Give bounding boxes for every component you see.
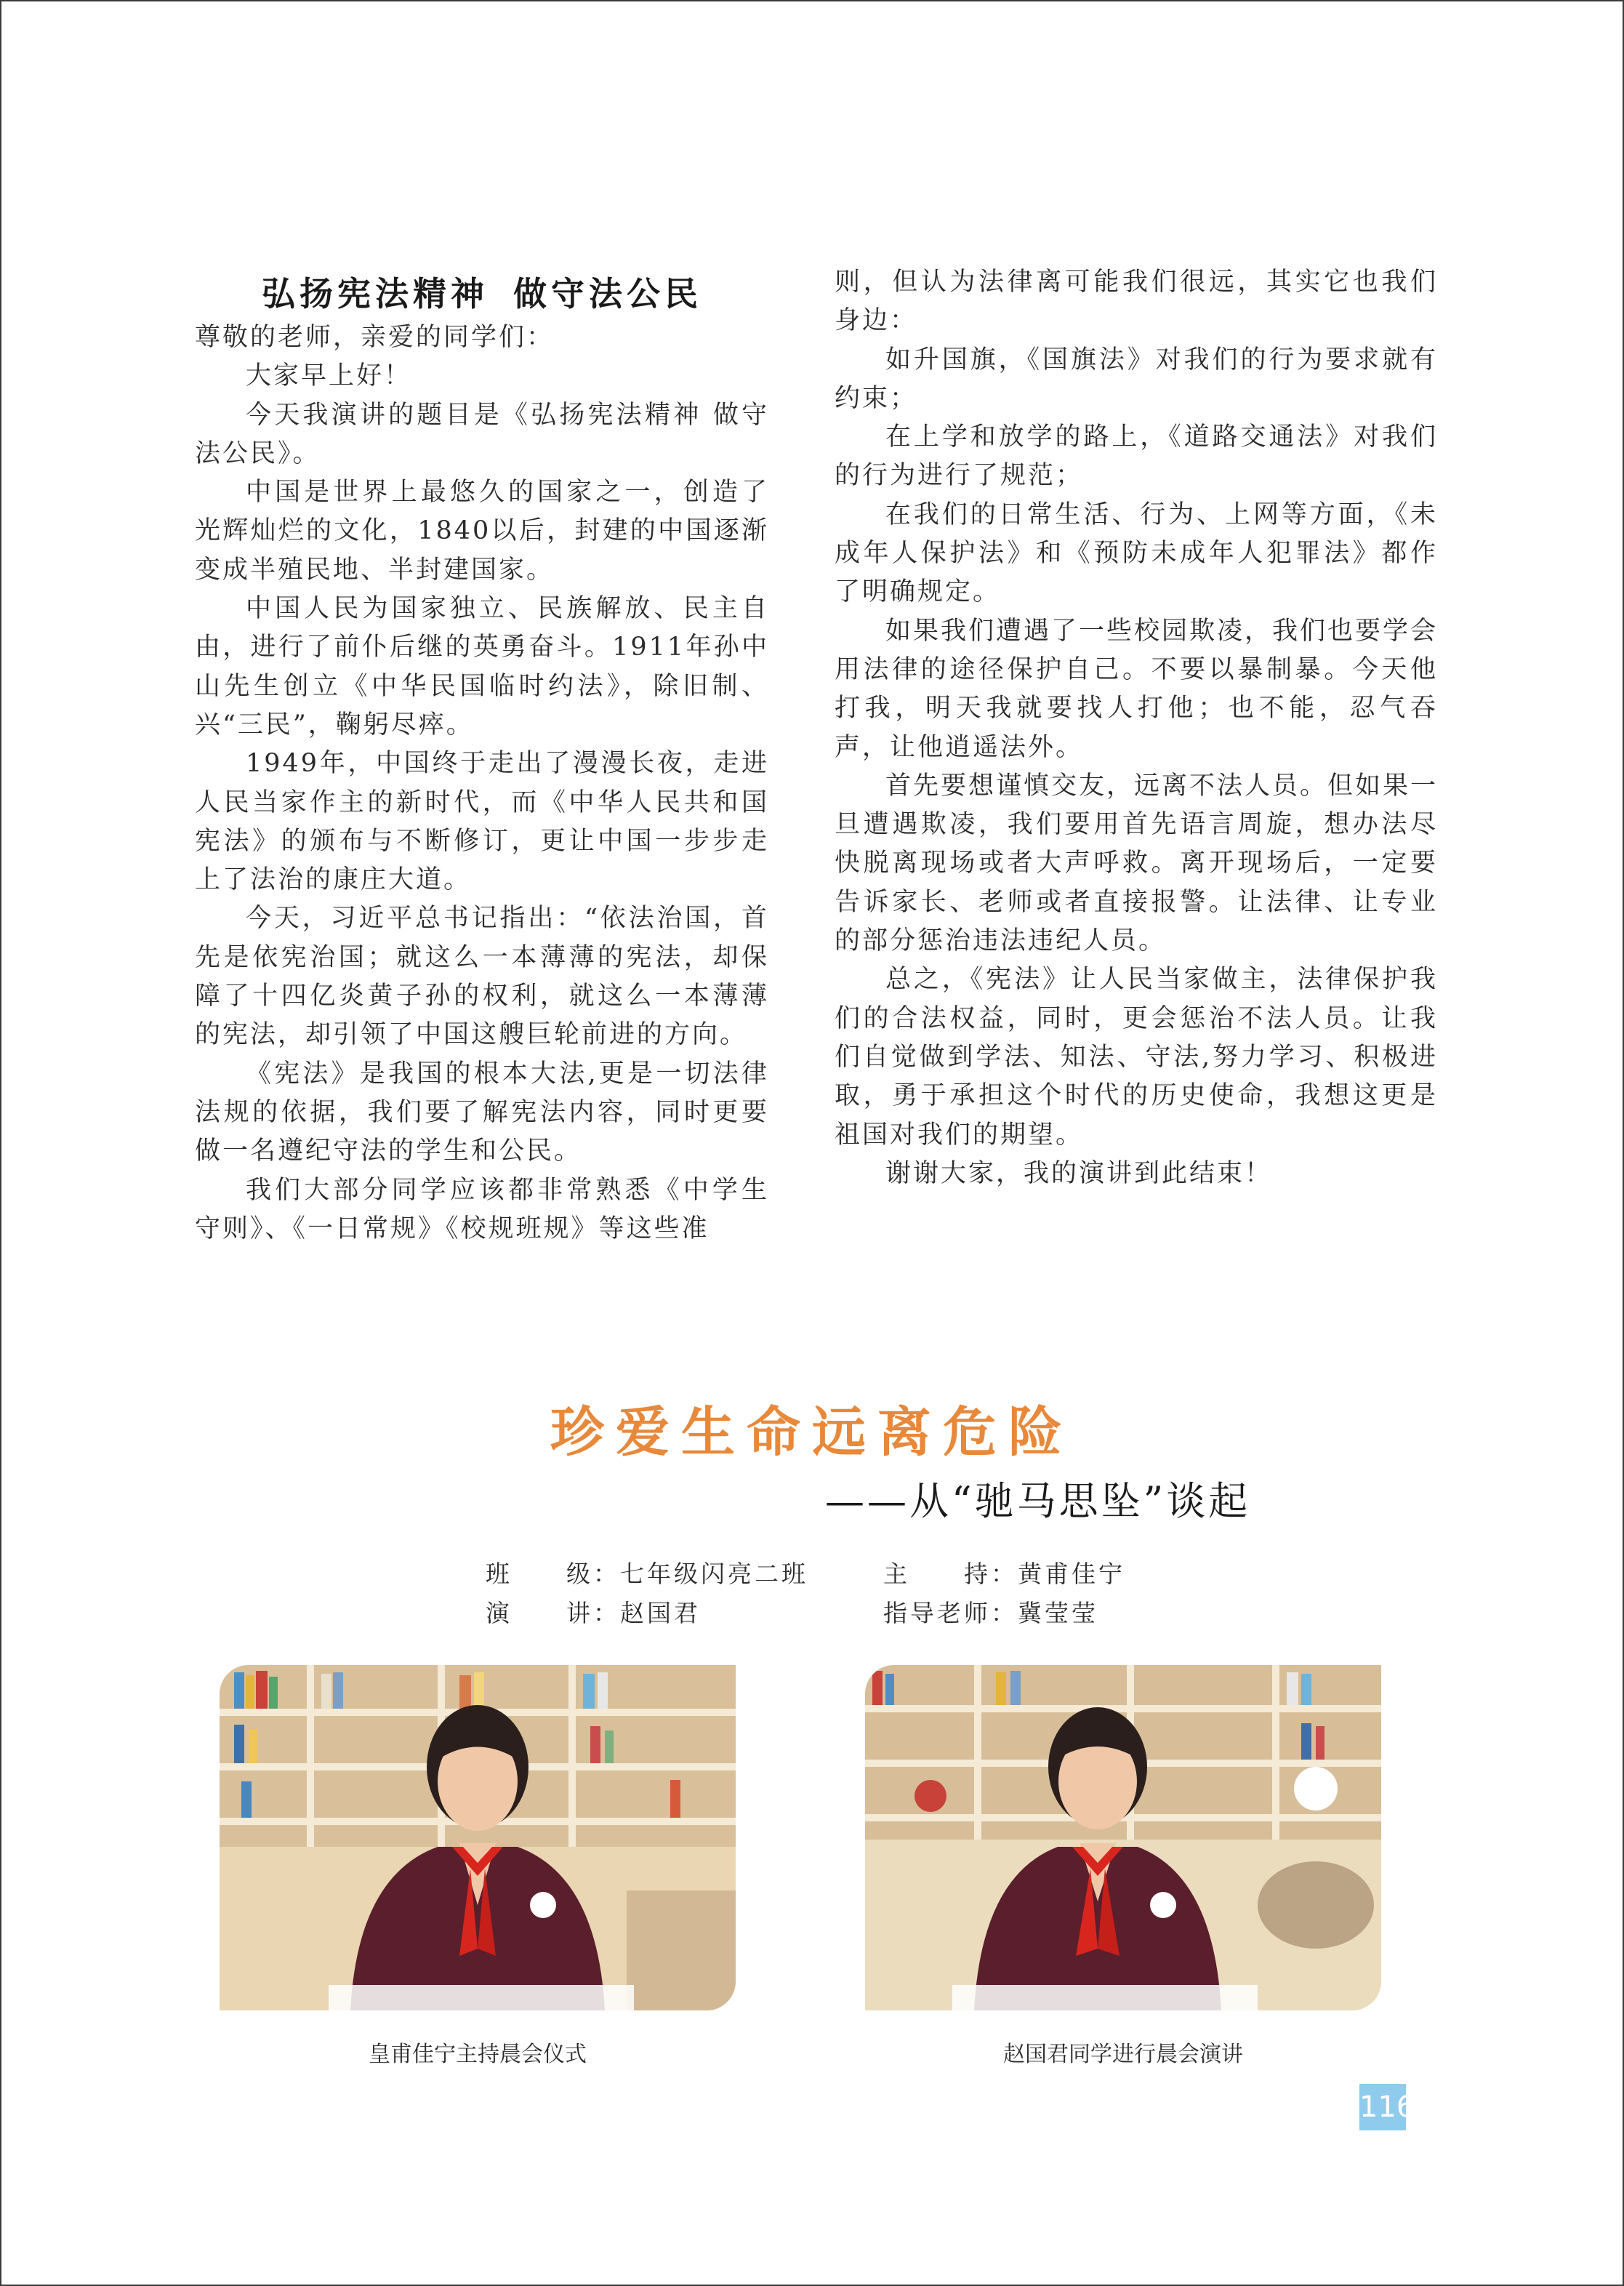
- speech-paragraph: 《宪法》是我国的根本大法,更是一切法律法规的依据，我们要了解宪法内容，同时更要做一名遵纪守法的学生和公民。: [195, 1059, 769, 1166]
- speaker-value: 赵国君: [620, 1599, 701, 1627]
- class-info: [486, 1555, 808, 1594]
- speech-paragraph: 尊敬的老师，亲爱的同学们：: [195, 323, 555, 352]
- speech-paragraph: 中国人民为国家独立、民族解放、民主自由，进行了前仆后继的英勇奋斗。1911年孙中山先生创立《中华民国临时约法》，除旧制、兴“三民”，鞠躬尽瘁。: [195, 594, 769, 739]
- class-value: 七年级闪亮二班: [620, 1560, 808, 1588]
- speech-left-column: [195, 269, 769, 1248]
- speech-paragraph: 在上学和放学的路上，《道路交通法》对我们的行为进行了规范；: [835, 422, 1438, 491]
- host-info: [883, 1555, 1125, 1594]
- photo-speaker: [865, 1665, 1381, 2010]
- speech-right-paragraphs: [835, 263, 1438, 1193]
- speech-paragraph: 在我们的日常生活、行为、上网等方面，《未成年人保护法》和《预防未成年人犯罪法》都作了明确规定。: [835, 500, 1438, 607]
- speech-paragraph: 今天，习近平总书记指出：“依法治国，首先是依宪治国；就这么一本薄薄的宪法，却保障了十四亿炎黄子孙的权利，就这么一本薄薄的宪法，却引领了中国这艘巨轮前进的方向。: [195, 904, 769, 1050]
- photo-host: [220, 1665, 736, 2010]
- speech-paragraph: 中国是世界上最悠久的国家之一，创造了光辉灿烂的文化，1840以后，封建的中国逐渐变成半殖民地、半封建国家。: [195, 478, 769, 585]
- teacher-value: 冀莹莹: [1018, 1599, 1098, 1627]
- host-photo-illustration: [220, 1665, 736, 2010]
- speech-left-paragraphs: [195, 318, 769, 1248]
- class-label: 班 级：: [486, 1560, 620, 1588]
- speech-paragraph: 如升国旗，《国旗法》对我们的行为要求就有约束；: [835, 345, 1438, 413]
- speech-right-column: [835, 263, 1438, 1193]
- speech-paragraph: 今天我演讲的题目是《弘扬宪法精神 做守法公民》。: [195, 400, 769, 468]
- speech-paragraph: 1949年，中国终于走出了漫漫长夜，走进人民当家作主的新时代，而《中华人民共和国宪法》的颁布与不断修订，更让中国一步步走上了法治的康庄大道。: [195, 749, 769, 895]
- host-value: 黄甫佳宁: [1018, 1560, 1125, 1588]
- speaker-info: [486, 1594, 701, 1633]
- teacher-info: [883, 1594, 1098, 1633]
- speech-paragraph: 如果我们遭遇了一些校园欺凌，我们也要学会用法律的途径保护自己。不要以暴制暴。今天他打我，明天我就要找人打他；也不能，忍气吞声，让他逍遥法外。: [835, 616, 1439, 762]
- speech-paragraph: 则，但认为法律离可能我们很远，其实它也我们身边：: [835, 268, 1438, 336]
- section2-title: 珍爱生命远离危险: [550, 1401, 1074, 1464]
- speech-paragraph: 总之，《宪法》让人民当家做主，法律保护我们的合法权益，同时，更会惩治不法人员。让我们自觉做到学法、知法、守法,努力学习、积极进取，勇于承担这个时代的历史使命，我想这更是祖国对我们的期望。: [835, 965, 1438, 1150]
- speaker-photo-illustration: [865, 1665, 1381, 2010]
- speech-paragraph: 我们大部分同学应该都非常熟悉《中学生守则》、《一日常规》《校规班规》等这些准: [195, 1175, 769, 1243]
- host-label: 主 持：: [883, 1560, 1018, 1588]
- speech-title-part1: 弘扬宪法精神: [262, 274, 489, 313]
- section2-subtitle: ——从“驰马思坠”谈起: [825, 1478, 1251, 1524]
- speech-title-part2: 做守法公民: [513, 274, 702, 313]
- speech-paragraph: 大家早上好！: [246, 361, 412, 391]
- speech-paragraph: 首先要想谨慎交友，远离不法人员。但如果一旦遭遇欺凌，我们要用首先语言周旋，想办法尽快脱离现场或者大声呼救。离开现场后，一定要告诉家长、老师或者直接报警。让法律、让专业的部分惩治违法违纪人员。: [835, 771, 1439, 956]
- caption-speaker: 赵国君同学进行晨会演讲: [1003, 2042, 1243, 2067]
- caption-host: 皇甫佳宁主持晨会仪式: [369, 2042, 587, 2067]
- speech-title: [195, 269, 769, 318]
- speech-paragraph: 谢谢大家，我的演讲到此结束！: [885, 1158, 1273, 1188]
- speaker-label: 演 讲：: [486, 1599, 620, 1627]
- teacher-label: 指导老师：: [883, 1599, 1018, 1627]
- page-number: 116: [1359, 2084, 1406, 2130]
